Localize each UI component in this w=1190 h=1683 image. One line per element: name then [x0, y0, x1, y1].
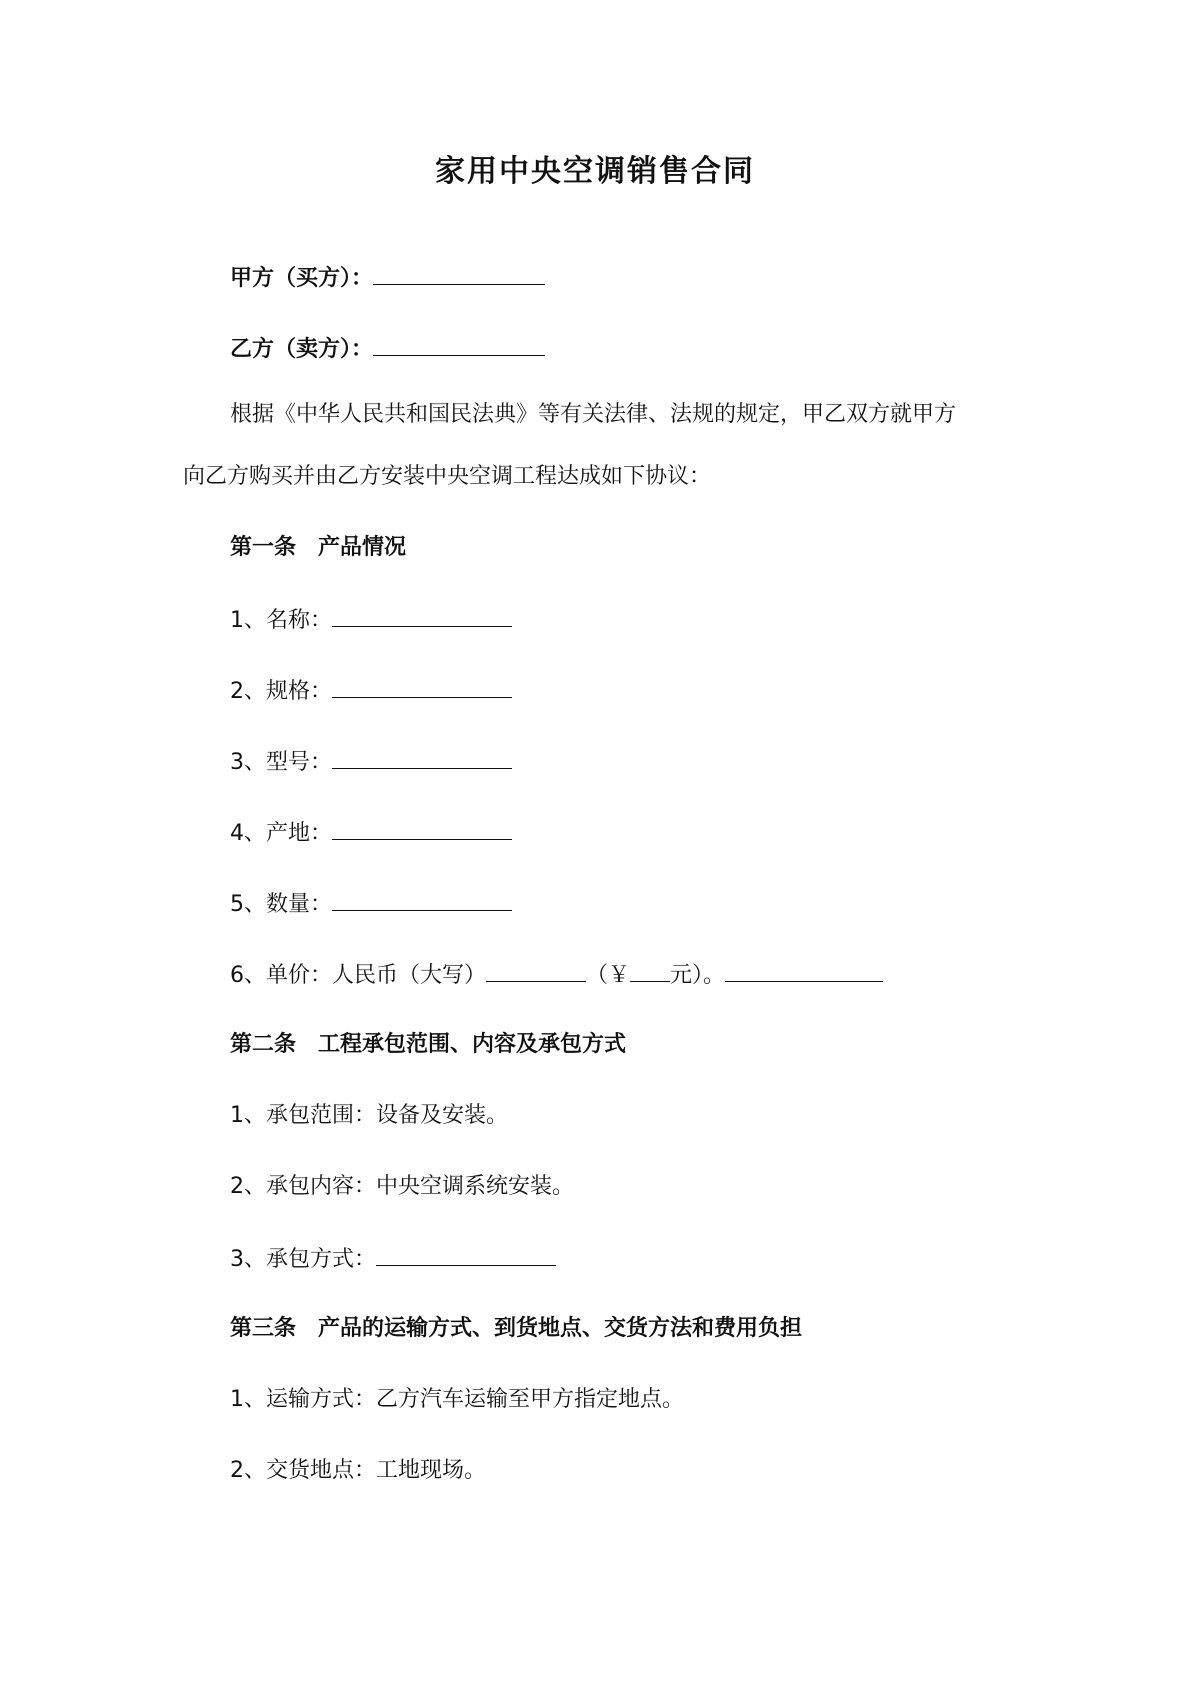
contract-method-blank[interactable] [376, 1243, 556, 1266]
price-suffix: 元）。 [670, 963, 726, 988]
article-3-item-1: 1、运输方式：乙方汽车运输至甲方指定地点。 [230, 1387, 684, 1412]
item-origin-blank[interactable] [332, 817, 512, 840]
article-1-title: 产品情况 [318, 535, 407, 560]
price-number-blank[interactable] [630, 959, 670, 982]
item-spec [230, 675, 512, 707]
party-b-blank[interactable] [373, 333, 545, 356]
item-price [230, 959, 883, 991]
price-prefix: 6、单价：人民币（大写） [230, 963, 486, 988]
article-2-number: 第二条 [230, 1032, 297, 1057]
item-spec-blank[interactable] [332, 675, 512, 698]
article-3-title: 产品的运输方式、到货地点、交货方法和费用负担 [318, 1316, 803, 1341]
party-a-label: 甲方（买方） [230, 266, 352, 291]
item-name-label: 1、名称： [230, 608, 332, 633]
article-2-item-2: 2、承包内容：中央空调系统安装。 [230, 1174, 574, 1199]
article-3-heading [230, 1314, 802, 1344]
party-a-blank[interactable] [373, 262, 545, 285]
item-origin [230, 817, 512, 849]
item-model-blank[interactable] [332, 746, 512, 769]
article-2-item-3 [230, 1243, 556, 1275]
article-2-title: 工程承包范围、内容及承包方式 [318, 1032, 627, 1057]
price-mid: （￥ [586, 963, 631, 988]
article-2-item-1: 1、承包范围：设备及安装。 [230, 1103, 508, 1128]
article-2-heading [230, 1030, 626, 1060]
intro-line-1: 根据《中华人民共和国民法典》等有关法律、法规的规定，甲乙双方就甲方 [230, 402, 957, 427]
item-model [230, 746, 512, 778]
item-name-blank[interactable] [332, 604, 512, 627]
article-3-item-2: 2、交货地点：工地现场。 [230, 1458, 486, 1483]
item-name [230, 604, 512, 636]
party-b-line [230, 333, 545, 365]
item-quantity-label: 5、数量： [230, 892, 332, 917]
price-extra-blank[interactable] [725, 959, 883, 982]
article-1-heading [230, 533, 406, 563]
price-words-blank[interactable] [486, 959, 586, 982]
party-a-colon: ： [351, 266, 374, 291]
item-model-label: 3、型号： [230, 750, 332, 775]
party-a-line [230, 262, 545, 294]
contract-method-label: 3、承包方式： [230, 1247, 376, 1272]
item-spec-label: 2、规格： [230, 679, 332, 704]
article-3-number: 第三条 [230, 1316, 297, 1341]
party-b-label: 乙方（卖方） [230, 337, 352, 362]
intro-line-2: 向乙方购买并由乙方安装中央空调工程达成如下协议： [183, 464, 712, 489]
party-b-colon: ： [351, 337, 374, 362]
article-1-number: 第一条 [230, 535, 297, 560]
item-quantity-blank[interactable] [332, 888, 512, 911]
document-title: 家用中央空调销售合同 [435, 154, 755, 189]
item-quantity [230, 888, 512, 920]
item-origin-label: 4、产地： [230, 821, 332, 846]
